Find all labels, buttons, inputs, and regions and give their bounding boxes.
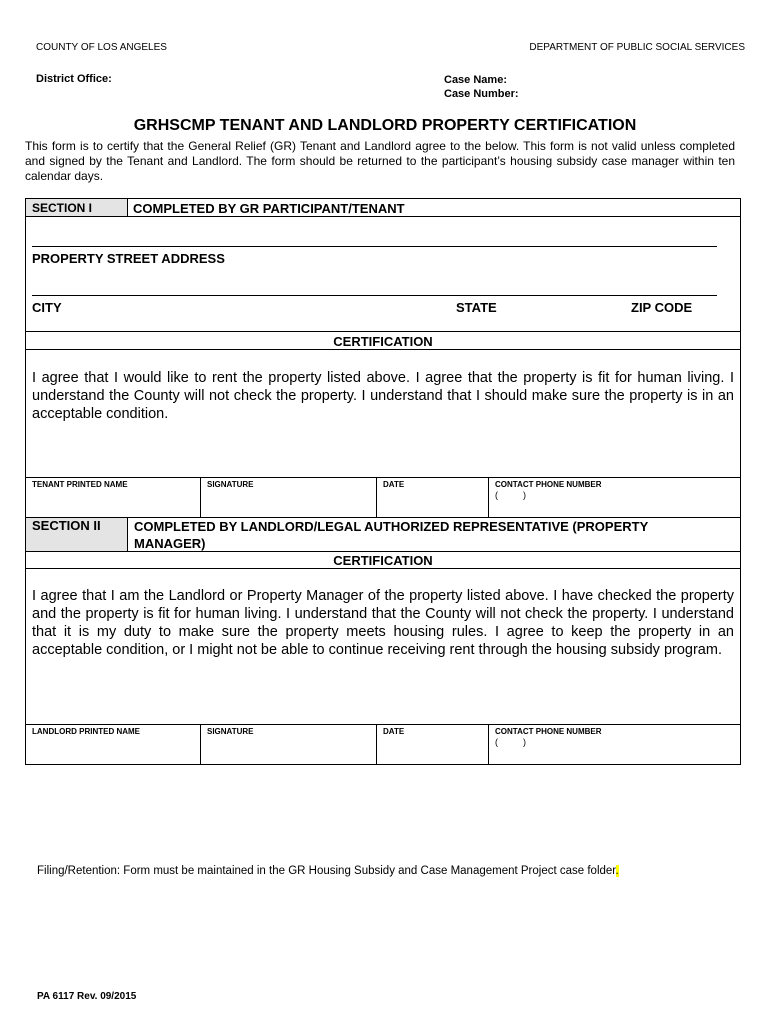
tenant-sig-divider-1 — [200, 477, 201, 518]
landlord-phone-area-code: ( ) — [495, 737, 526, 747]
state-label: STATE — [456, 300, 497, 315]
case-info — [444, 73, 519, 101]
property-street-address-label: PROPERTY STREET ADDRESS — [32, 251, 225, 266]
tenant-phone-area-code: ( ) — [495, 490, 526, 500]
landlord-printed-name-field[interactable]: LANDLORD PRINTED NAME — [32, 727, 140, 736]
tenant-sig-divider-2 — [376, 477, 377, 518]
filing-retention-text: Filing/Retention: Form must be maintained in the GR Housing Subsidy and Case Management Project case folder — [37, 865, 616, 877]
form-number: PA 6117 Rev. 09/2015 — [37, 991, 137, 1002]
intro-paragraph: This form is to certify that the General Relief (GR) Tenant and Landlord agree to the below. This form is not valid unless completed and signed by the Tenant and Landlord. The form should be returned to the participant’s housing subsidy case manager within ten calendar days. — [25, 139, 735, 183]
tenant-sig-divider-3 — [488, 477, 489, 518]
cert-1-bottom-rule — [25, 349, 741, 350]
section-2-header-rule — [25, 551, 741, 552]
street-address-line[interactable] — [32, 246, 717, 247]
landlord-sig-top-rule — [25, 724, 741, 725]
landlord-sig-divider-1 — [200, 724, 201, 765]
cert-1-top-rule — [25, 331, 741, 332]
section-2-label: SECTION II — [32, 518, 101, 533]
section-1-label: SECTION I — [32, 201, 93, 215]
filing-retention-period: . — [615, 865, 619, 877]
section-2-title: COMPLETED BY LANDLORD/LEGAL AUTHORIZED REPRESENTATIVE (PROPERTY MANAGER) — [134, 519, 649, 551]
case-name-label: Case Name: — [444, 74, 507, 86]
landlord-sig-divider-2 — [376, 724, 377, 765]
tenant-signature-field[interactable]: SIGNATURE — [207, 480, 254, 489]
landlord-phone-field[interactable]: CONTACT PHONE NUMBER — [495, 727, 602, 736]
tenant-date-field[interactable]: DATE — [383, 480, 405, 489]
case-number-label: Case Number: — [444, 88, 519, 100]
city-label: CITY — [32, 300, 62, 315]
department-name: DEPARTMENT OF PUBLIC SOCIAL SERVICES — [529, 42, 745, 53]
form-title: GRHSCMP TENANT AND LANDLORD PROPERTY CERTIFICATION — [133, 117, 637, 134]
section-1-header-rule — [25, 216, 741, 217]
tenant-printed-name-field[interactable]: TENANT PRINTED NAME — [32, 480, 128, 489]
city-state-zip-line[interactable] — [32, 295, 717, 296]
cert-2-bottom-rule — [25, 568, 741, 569]
zip-code-label: ZIP CODE — [631, 300, 693, 315]
certification-heading-2: CERTIFICATION — [333, 553, 433, 568]
county-name: COUNTY OF LOS ANGELES — [36, 42, 167, 53]
district-office-label: District Office: — [36, 73, 112, 85]
landlord-sig-divider-3 — [488, 724, 489, 765]
landlord-signature-field[interactable]: SIGNATURE — [207, 727, 254, 736]
section-1-divider — [127, 198, 128, 217]
tenant-sig-top-rule — [25, 477, 741, 478]
filing-retention-note — [37, 865, 619, 877]
landlord-certification-text: I agree that I am the Landlord or Property Manager of the property listed above. I have checked the property and the property is fit for human living. I understand that the County will not check the property. I understand that it is my duty to make sure the property meets housing rules. I agree to keep the property in an acceptable condition, or I might not be able to continue receiving rent through the housing subsidy program. — [32, 588, 734, 658]
section-2-divider — [127, 517, 128, 552]
section-1-title: COMPLETED BY GR PARTICIPANT/TENANT — [133, 201, 405, 216]
certification-heading-1: CERTIFICATION — [333, 334, 433, 349]
tenant-certification-text: I agree that I would like to rent the property listed above. I agree that the property is fit for human living. I understand the County will not check the property. I understand that I should make sure the property is in an acceptable condition. — [32, 370, 734, 422]
tenant-phone-field[interactable]: CONTACT PHONE NUMBER — [495, 480, 602, 489]
landlord-date-field[interactable]: DATE — [383, 727, 405, 736]
